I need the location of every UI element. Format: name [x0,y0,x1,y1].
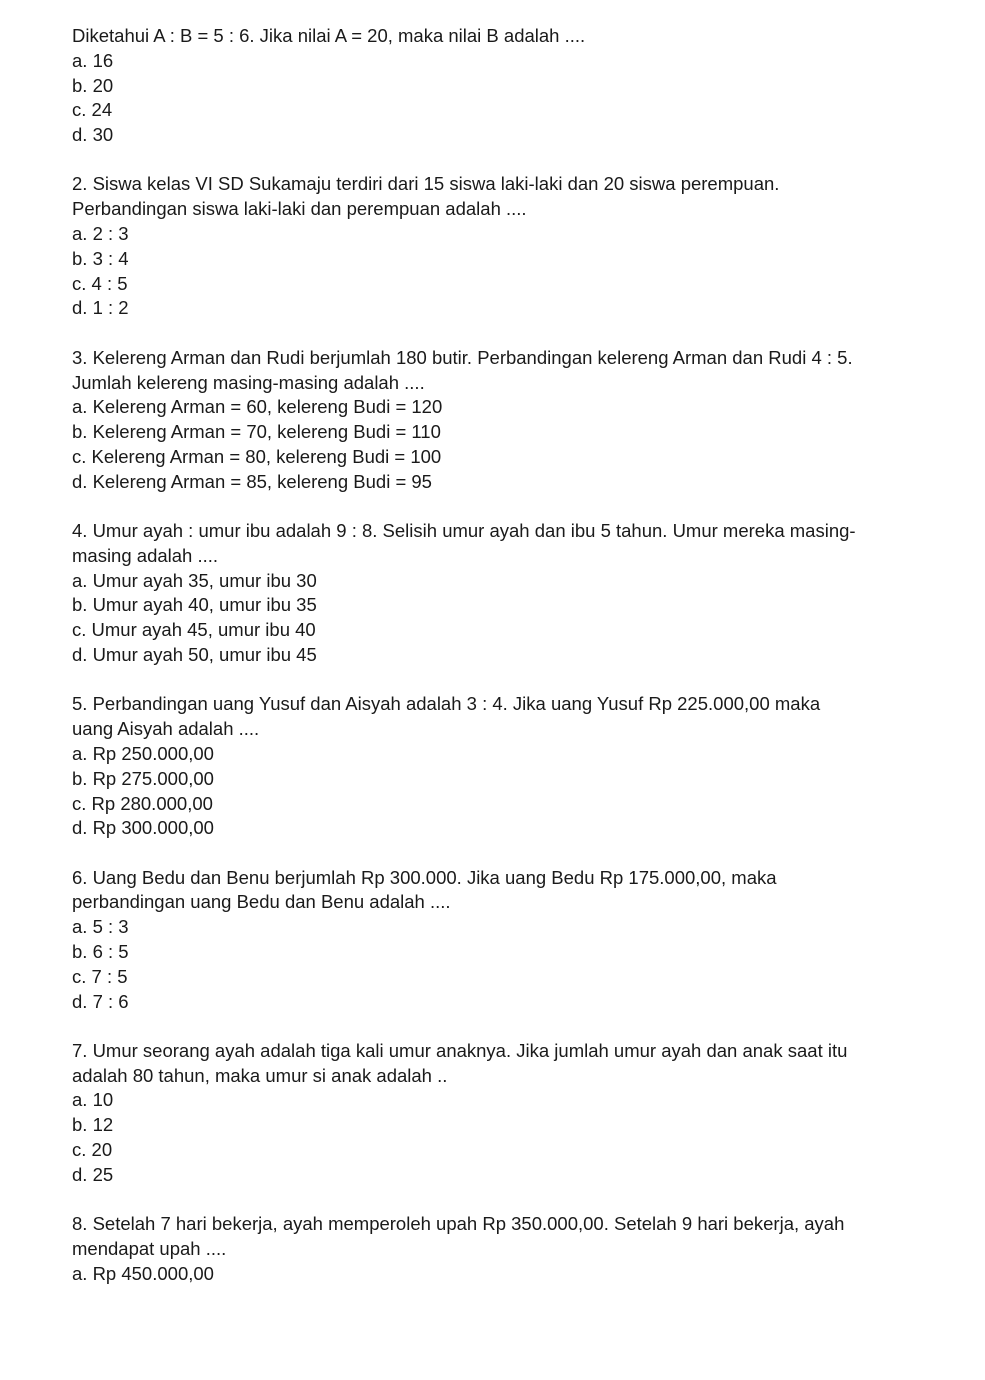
question-text [72,866,952,916]
answer-option: d. 1 : 2 [72,297,129,319]
question-text-line: uang Aisyah adalah .... [72,718,260,740]
answer-option: b. Kelereng Arman = 70, kelereng Budi = 110 [72,421,441,443]
answer-option: a. Rp 250.000,00 [72,742,214,764]
question-text [72,1039,952,1089]
question-8 [72,1212,952,1286]
answer-option: c. 7 : 5 [72,965,128,987]
answer-option: d. 25 [72,1163,114,1185]
answer-option: b. 12 [72,1114,114,1136]
question-text-line: adalah 80 tahun, maka umur si anak adalah .. [72,1064,448,1086]
answer-options [72,1088,952,1187]
answer-option: a. Kelereng Arman = 60, kelereng Budi = 120 [72,396,443,418]
answer-option: d. 7 : 6 [72,990,129,1012]
question-text-line: 4. Umur ayah : umur ibu adalah 9 : 8. Selisih umur ayah dan ibu 5 tahun. Umur mereka masing- [72,520,856,542]
answer-option: a. Umur ayah 35, umur ibu 30 [72,569,317,591]
question-text [72,172,952,222]
answer-options [72,222,952,321]
answer-options [72,915,952,1014]
answer-options [72,1262,952,1287]
question-text-line: masing adalah .... [72,544,219,566]
question-text [72,692,952,742]
answer-option: d. 30 [72,124,114,146]
answer-option: c. Kelereng Arman = 80, kelereng Budi = 100 [72,445,442,467]
answer-option: d. Umur ayah 50, umur ibu 45 [72,644,317,666]
question-text-line: 3. Kelereng Arman dan Rudi berjumlah 180 butir. Perbandingan kelereng Arman dan Rudi 4 : 5. [72,346,853,368]
question-text [72,1212,952,1262]
question-text-line: mendapat upah .... [72,1237,227,1259]
answer-option: a. 5 : 3 [72,916,129,938]
question-text-line: 7. Umur seorang ayah adalah tiga kali umur anaknya. Jika jumlah umur ayah dan anak saat itu [72,1039,848,1061]
answer-options [72,49,952,148]
question-text-line: perbandingan uang Bedu dan Benu adalah .... [72,891,451,913]
answer-option: c. Rp 280.000,00 [72,792,213,814]
answer-option: b. 3 : 4 [72,247,129,269]
question-text-line: Jumlah kelereng masing-masing adalah .... [72,371,425,393]
worksheet-page [72,24,952,1311]
question-4 [72,519,952,668]
question-5 [72,692,952,841]
question-text-line: 6. Uang Bedu dan Benu berjumlah Rp 300.000. Jika uang Bedu Rp 175.000,00, maka [72,866,777,888]
answer-option: d. Rp 300.000,00 [72,817,214,839]
question-text-line: 8. Setelah 7 hari bekerja, ayah memperoleh upah Rp 350.000,00. Setelah 9 hari bekerja, ayah [72,1213,845,1235]
answer-option: a. 10 [72,1089,114,1111]
answer-options [72,395,952,494]
answer-option: a. Rp 450.000,00 [72,1262,214,1284]
question-6 [72,866,952,1015]
question-text [72,519,952,569]
answer-option: c. 24 [72,99,113,121]
answer-option: c. Umur ayah 45, umur ibu 40 [72,619,316,641]
answer-option: a. 16 [72,49,114,71]
answer-option: c. 20 [72,1139,113,1161]
question-2 [72,172,952,321]
answer-option: d. Kelereng Arman = 85, kelereng Budi = 95 [72,470,432,492]
answer-option: b. 20 [72,74,114,96]
question-text-line: 5. Perbandingan uang Yusuf dan Aisyah adalah 3 : 4. Jika uang Yusuf Rp 225.000,00 maka [72,693,821,715]
answer-option: b. 6 : 5 [72,941,129,962]
question-7 [72,1039,952,1188]
answer-option: c. 4 : 5 [72,272,128,294]
question-text [72,24,952,49]
answer-option: a. 2 : 3 [72,223,129,245]
answer-options [72,569,952,668]
answer-option: b. Rp 275.000,00 [72,767,214,789]
question-text [72,346,952,396]
question-text-line: Perbandingan siswa laki-laki dan perempuan adalah .... [72,198,527,220]
answer-option: b. Umur ayah 40, umur ibu 35 [72,594,317,616]
question-text-line: 2. Siswa kelas VI SD Sukamaju terdiri dari 15 siswa laki-laki dan 20 siswa perempuan. [72,173,780,195]
answer-options [72,742,952,841]
question-1 [72,24,952,148]
question-3 [72,346,952,495]
question-text-line: Diketahui A : B = 5 : 6. Jika nilai A = 20, maka nilai B adalah .... [72,25,586,46]
